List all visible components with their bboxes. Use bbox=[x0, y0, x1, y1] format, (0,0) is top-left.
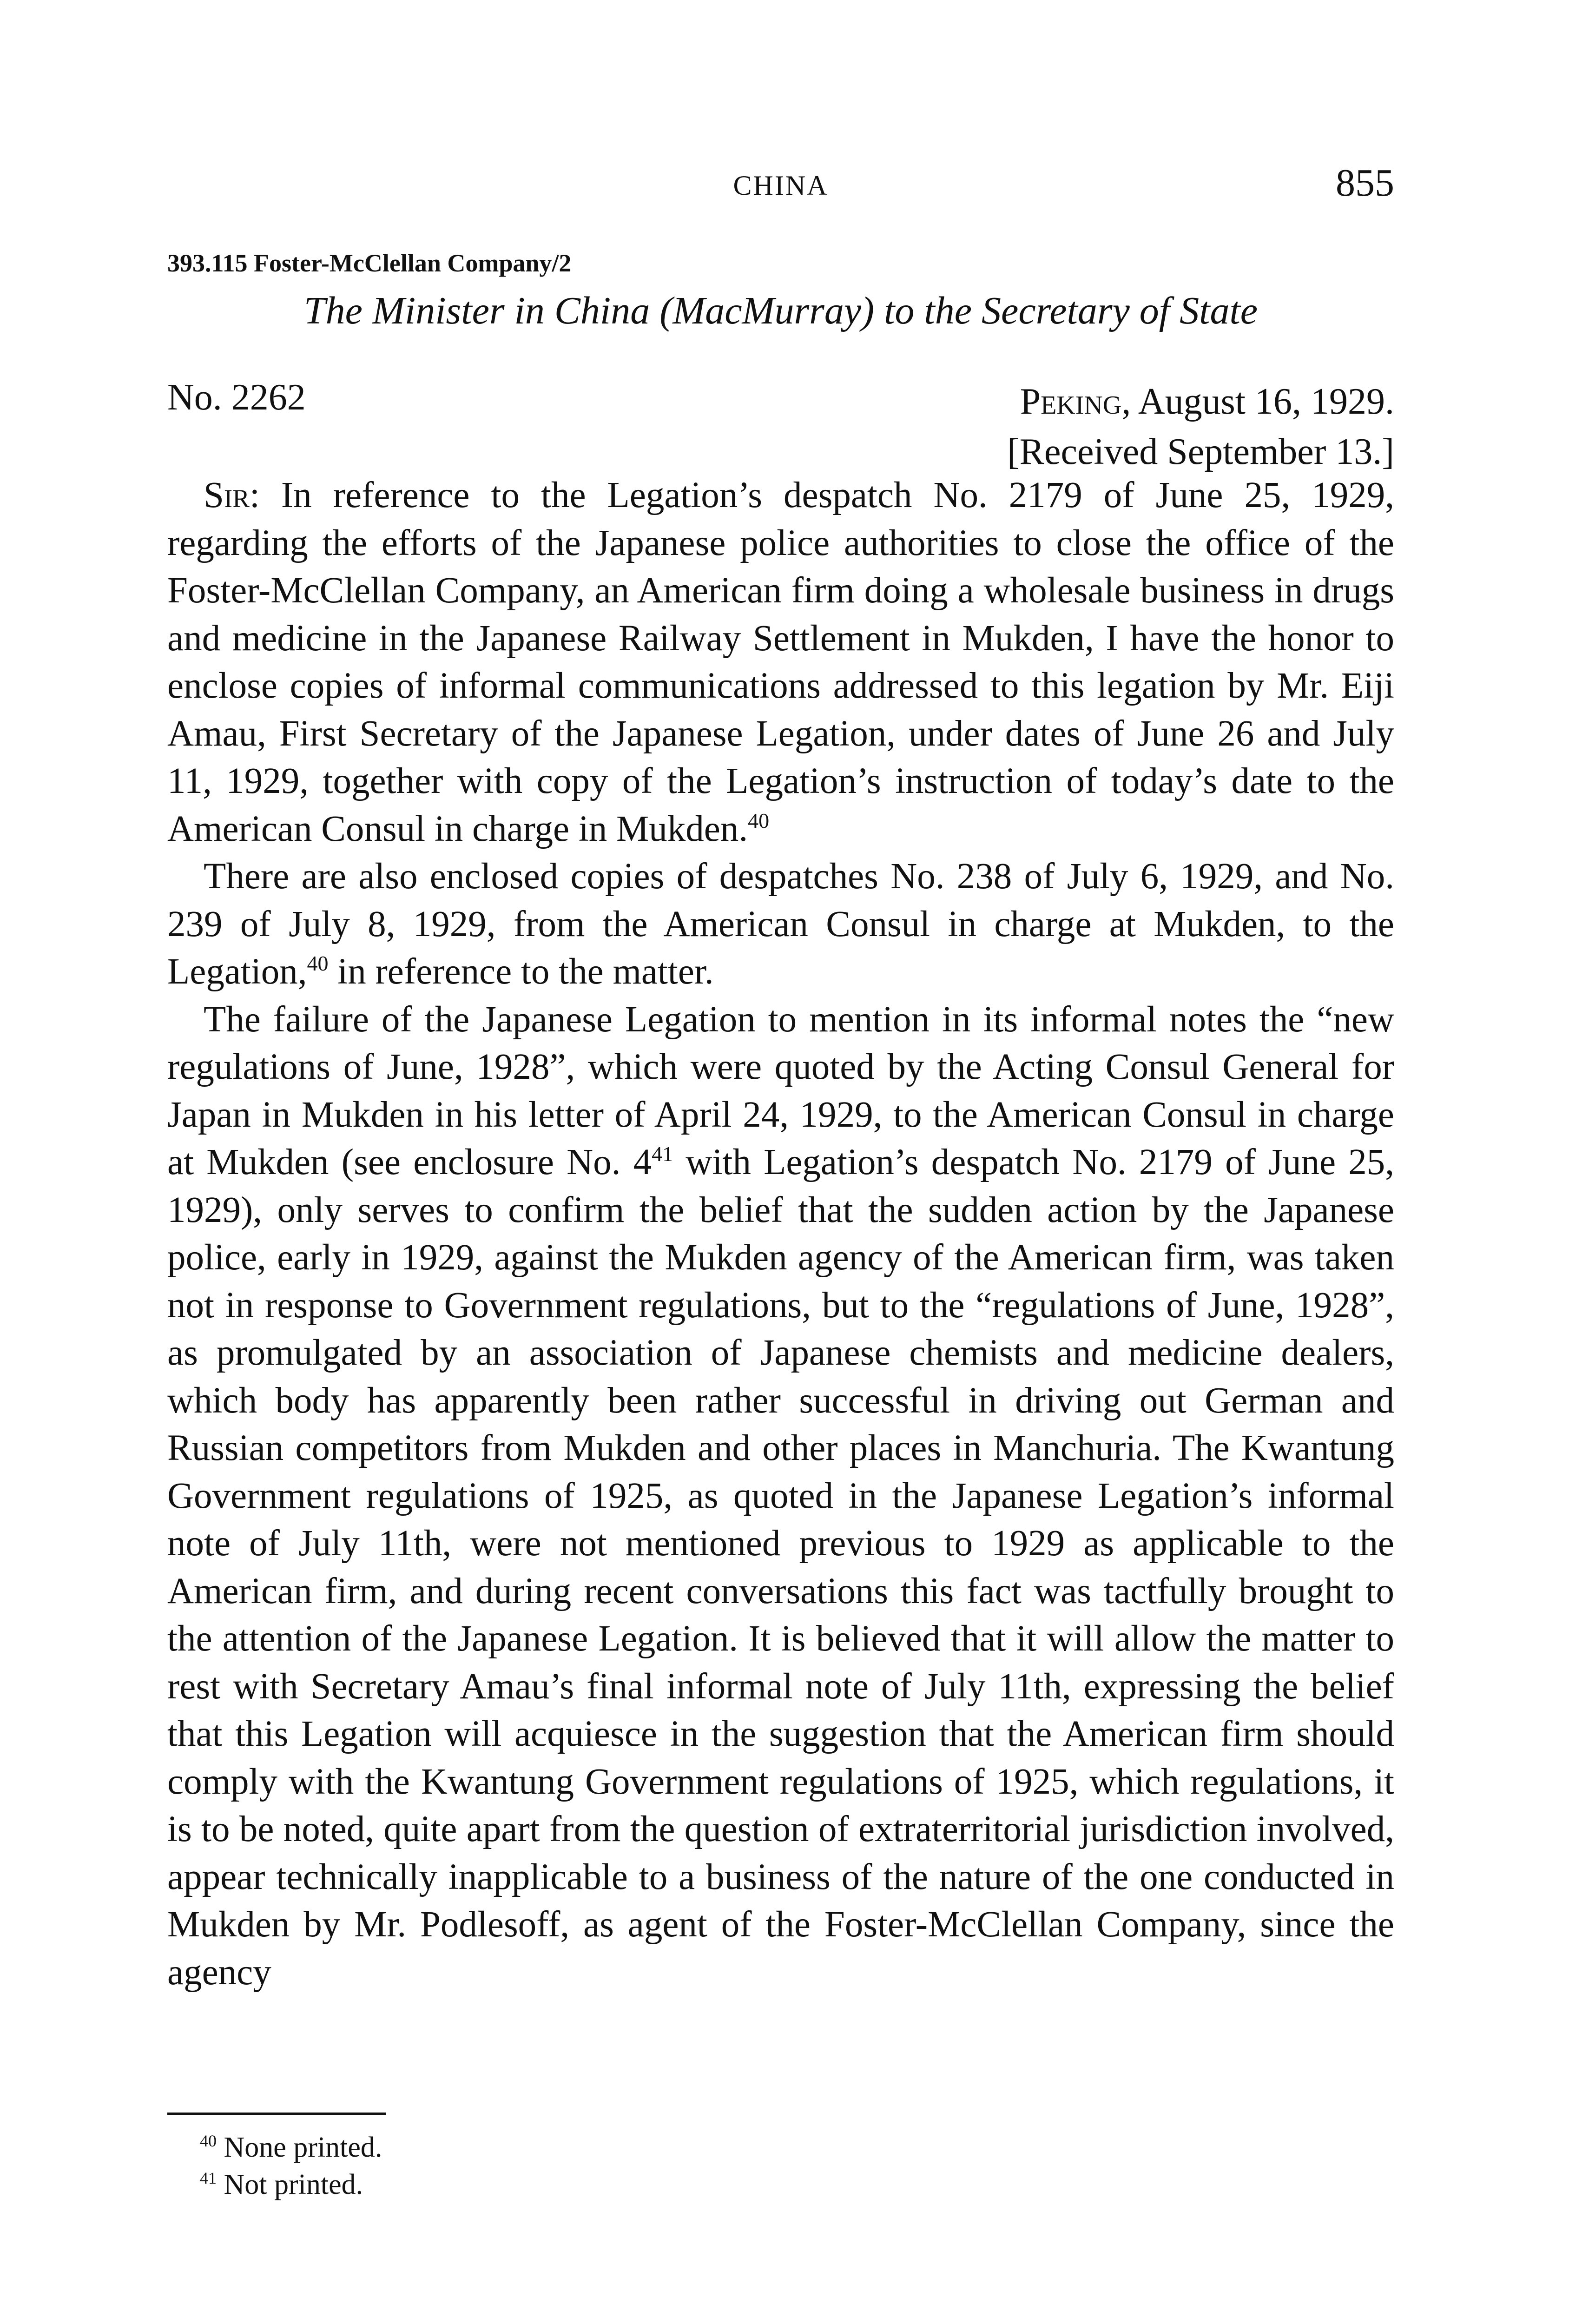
footnote-divider bbox=[167, 2113, 386, 2115]
dateline-place: Peking, bbox=[1020, 381, 1131, 422]
footnote-item bbox=[200, 2129, 382, 2166]
paragraph-2-text-end: in reference to the matter. bbox=[328, 951, 714, 992]
paragraph-3-text: The failure of the Japanese Legation to mention in its informal notes the “new regulations of June, 1928”, which were quoted by the Acting Consul General for Japan in Mukden in his letter of April 24, 1929, to the American Consul in charge at Mukden (see enclosure No. 4 bbox=[167, 999, 1394, 1182]
file-reference: 393.115 Foster-McClellan Company/2 bbox=[167, 249, 572, 277]
paragraph-3-text-end: with Legation’s despatch No. 2179 of June 25, 1929), only serves to confirm the belief that the sudden action by the Japanese police, early in 1929, against the Mukden agency of the American firm, was taken not in response to Government regulations, but to the “regulations of June, 1928”, as promulgated by an association of Japanese chemists and medicine dealers, which body has apparently been rather successful in driving out German and Russian competitors from Mukden and other places in Manchuria. The Kwantung Government regulations of 1925, as quoted in the Japanese Legation’s informal note of July 11th, were not mentioned previous to 1929 as applicable to the American firm, and during recent conversations this fact was tactfully brought to the attention of the Japanese Legation. It is believed that it will allow the matter to rest with Secretary Amau’s final informal note of July 11th, expressing the belief that this Legation will acquiesce in the suggestion that the American firm should comply with the Kwantung Government regulations of 1925, which regulations, it is to be noted, quite apart from the question of extraterritorial jurisdiction involved, appear technically inapplicable to a business of the nature of the one conducted in Mukden by Mr. Podlesoff, as agent of the Foster-McClellan Company, since the agency bbox=[167, 1142, 1394, 1993]
footnote-ref: 40 bbox=[748, 808, 770, 832]
dateline-place-date bbox=[1007, 376, 1394, 427]
running-header bbox=[167, 160, 1394, 211]
paragraph-1 bbox=[167, 472, 1394, 853]
footnote-number: 41 bbox=[200, 2169, 217, 2187]
document-number: No. 2262 bbox=[167, 377, 306, 418]
dateline-date: August 16, 1929. bbox=[1131, 381, 1394, 422]
footnote-item bbox=[200, 2166, 382, 2203]
dateline bbox=[1007, 376, 1394, 477]
footnote-ref: 41 bbox=[652, 1142, 673, 1166]
paragraph-1-text: : In reference to the Legation’s despatch No. 2179 of June 25, 1929, regarding the efforts of the Japanese police authorities to close the office of the Foster-McClellan Company, an American firm doing a wholesale business in drugs and medicine in the Japanese Railway Settlement in Mukden, I have the honor to enclose copies of informal communications addressed to this legation by Mr. Eiji Amau, First Secretary of the Japanese Legation, under dates of June 26 and July 11, 1929, together with copy of the Legation’s instruction of today’s date to the American Consul in charge in Mukden. bbox=[167, 475, 1394, 849]
paragraph-2-text: There are also enclosed copies of despatches No. 238 of July 6, 1929, and No. 239 of July 8, 1929, from the American Consul in charge at Mukden, to the Legation, bbox=[167, 856, 1394, 992]
footnotes bbox=[200, 2129, 382, 2203]
footnote-ref: 40 bbox=[307, 951, 329, 975]
dateline-received: [Received September 13.] bbox=[1007, 431, 1394, 472]
paragraph-3 bbox=[167, 996, 1394, 1997]
page-number: 855 bbox=[1336, 161, 1394, 205]
running-title: CHINA bbox=[733, 170, 829, 201]
footnote-text: None printed. bbox=[217, 2132, 382, 2163]
letter-body bbox=[167, 472, 1394, 1996]
salutation: Sir bbox=[204, 475, 250, 515]
footnote-text: Not printed. bbox=[217, 2169, 363, 2200]
paragraph-2 bbox=[167, 853, 1394, 996]
document-heading: The Minister in China (MacMurray) to the Secretary of State bbox=[303, 289, 1258, 332]
footnote-number: 40 bbox=[200, 2132, 217, 2150]
